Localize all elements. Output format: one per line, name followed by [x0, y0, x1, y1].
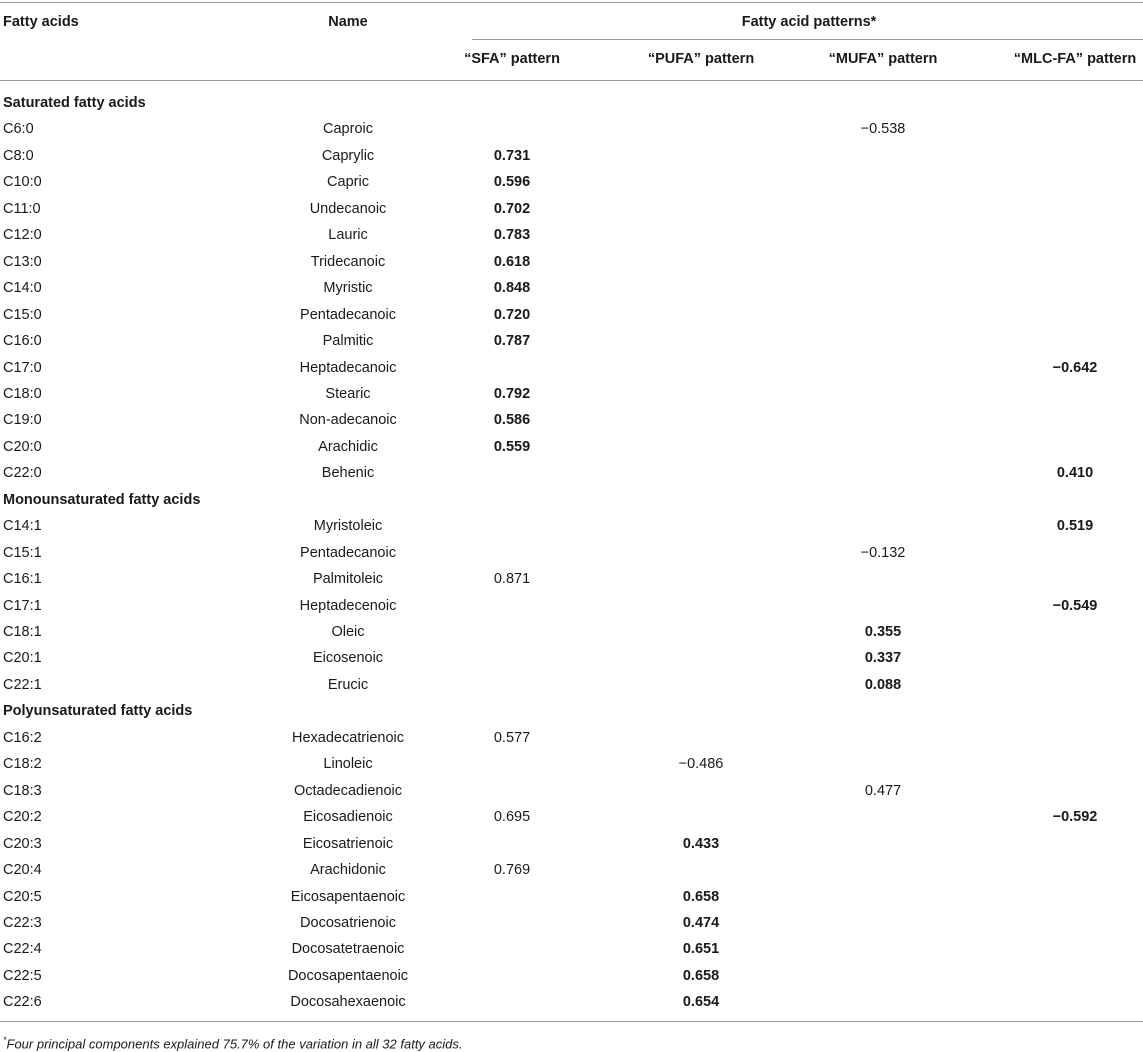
sfa-loading: 0.586: [493, 412, 531, 429]
mlc-fa-loading: 0.519: [1056, 518, 1094, 535]
patterns-subrule: [472, 39, 1143, 40]
mufa-loading: −0.132: [860, 544, 906, 561]
fatty-acid-code: C16:2: [3, 729, 42, 746]
header-sfa-pattern: “SFA” pattern: [464, 51, 560, 67]
sfa-loading: 0.792: [493, 385, 531, 402]
fatty-acid-name: Linoleic: [323, 756, 373, 773]
mufa-loading: 0.477: [864, 782, 902, 799]
pufa-loading: 0.651: [682, 941, 720, 958]
mufa-loading: 0.337: [864, 650, 902, 667]
fatty-acid-code: C13:0: [3, 253, 42, 270]
fatty-acid-code: C20:2: [3, 809, 42, 826]
sfa-loading: 0.871: [493, 571, 531, 588]
sfa-loading: 0.577: [493, 729, 531, 746]
fatty-acid-name: Caprylic: [321, 147, 375, 164]
fatty-acid-name: Docosatrienoic: [300, 914, 396, 931]
section-heading: Monounsaturated fatty acids: [3, 491, 201, 508]
header-mufa-pattern: “MUFA” pattern: [828, 51, 938, 67]
sfa-loading: 0.702: [493, 200, 531, 217]
fatty-acid-name: Undecanoic: [309, 200, 387, 217]
fatty-acid-name: Eicosatrienoic: [302, 835, 394, 852]
section-heading: Saturated fatty acids: [3, 95, 146, 111]
fatty-acid-code: C22:1: [3, 676, 42, 693]
fatty-acid-name: Octadecadienoic: [293, 782, 403, 799]
fatty-acid-code: C6:0: [3, 121, 34, 138]
footnote-text: Four principal components explained 75.7% of the variation in all 32 fatty acids.: [6, 1036, 463, 1052]
fatty-acid-name: Docosapentaenoic: [287, 967, 409, 984]
fatty-acid-code: C22:3: [3, 914, 42, 931]
fatty-acid-name: Arachidic: [318, 438, 378, 455]
fatty-acid-name: Docosatetraenoic: [291, 941, 405, 958]
sfa-loading: 0.787: [493, 333, 531, 350]
fatty-acid-code: C10:0: [3, 174, 42, 191]
fatty-acid-code: C22:5: [3, 967, 42, 984]
fatty-acid-name: Palmitic: [322, 333, 374, 350]
fatty-acid-name: Behenic: [321, 465, 375, 482]
sfa-loading: 0.731: [493, 147, 531, 164]
footnote: [3, 1032, 463, 1052]
fatty-acid-name: Caproic: [323, 121, 373, 138]
bottom-rule: [0, 1021, 1143, 1022]
pufa-loading: 0.658: [682, 967, 720, 984]
footnote-mark: *: [3, 1035, 7, 1045]
fatty-acid-code: C18:3: [3, 782, 42, 799]
pufa-loading: 0.474: [682, 914, 720, 931]
mufa-loading: 0.355: [864, 624, 902, 640]
header-fatty-acid-patterns: Fatty acid patterns*: [741, 14, 877, 30]
fatty-acid-name: Hexadecatrienoic: [291, 729, 405, 746]
fatty-acid-name: Myristic: [323, 280, 373, 297]
fatty-acid-code: C15:0: [3, 306, 42, 323]
fatty-acid-code: C22:6: [3, 994, 42, 1011]
fatty-acid-code: C16:0: [3, 333, 42, 350]
fatty-acid-code: C11:0: [3, 200, 41, 217]
fatty-acid-name: Pentadecanoic: [300, 544, 396, 561]
fatty-acid-code: C20:4: [3, 862, 42, 879]
fatty-acid-name: Stearic: [325, 385, 371, 402]
fatty-acid-code: C18:1: [3, 624, 42, 640]
fatty-acid-code: C15:1: [3, 544, 42, 561]
sfa-loading: 0.848: [493, 280, 531, 297]
fatty-acid-name: Eicosapentaenoic: [290, 888, 406, 905]
fatty-acid-name: Lauric: [328, 227, 368, 244]
fatty-acid-code: C20:5: [3, 888, 42, 905]
fatty-acid-name: Tridecanoic: [310, 253, 386, 270]
sfa-loading: 0.769: [493, 862, 531, 879]
mufa-loading: 0.088: [864, 676, 902, 693]
fatty-acid-name: Pentadecanoic: [300, 306, 396, 323]
fatty-acid-name: Arachidonic: [310, 862, 386, 879]
fatty-acid-name: Heptadecenoic: [299, 597, 397, 614]
header-rule: [0, 80, 1143, 81]
fatty-acid-code: C22:0: [3, 465, 42, 482]
sfa-loading: 0.783: [493, 227, 531, 244]
sfa-loading: 0.695: [493, 809, 531, 826]
mlc-fa-loading: −0.549: [1052, 597, 1098, 614]
fatty-acid-code: C20:3: [3, 835, 42, 852]
pufa-loading: 0.658: [682, 888, 720, 905]
fatty-acid-name: Heptadecanoic: [299, 359, 397, 376]
fatty-acid-name: Capric: [327, 174, 369, 191]
fatty-acid-code: C12:0: [3, 227, 42, 244]
pufa-loading: 0.654: [682, 994, 720, 1011]
mlc-fa-loading: 0.410: [1056, 465, 1094, 482]
fatty-acid-code: C8:0: [3, 147, 34, 164]
header-fatty-acids: Fatty acids: [3, 14, 79, 30]
fatty-acid-code: C14:1: [3, 518, 42, 535]
pufa-loading: 0.433: [682, 835, 720, 852]
top-rule: [0, 2, 1143, 3]
fatty-acid-name: Oleic: [331, 624, 365, 640]
sfa-loading: 0.559: [493, 438, 531, 455]
fatty-acid-name: Eicosenoic: [312, 650, 384, 667]
section-heading: Polyunsaturated fatty acids: [3, 703, 193, 720]
fatty-acid-code: C19:0: [3, 412, 42, 429]
fatty-acid-name: Myristoleic: [313, 518, 383, 535]
fatty-acid-name: Non-adecanoic: [299, 412, 397, 429]
fatty-acid-code: C14:0: [3, 280, 42, 297]
sfa-loading: 0.720: [493, 306, 531, 323]
header-name: Name: [328, 14, 368, 30]
mufa-loading: −0.538: [860, 121, 906, 138]
header-pufa-pattern: “PUFA” pattern: [647, 51, 755, 67]
fatty-acid-code: C20:0: [3, 438, 42, 455]
sfa-loading: 0.618: [493, 253, 531, 270]
fatty-acid-code: C18:2: [3, 756, 42, 773]
fatty-acid-name: Palmitoleic: [312, 571, 384, 588]
fatty-acid-code: C22:4: [3, 941, 42, 958]
fatty-acid-code: C17:1: [3, 597, 42, 614]
fatty-acid-code: C17:0: [3, 359, 42, 376]
mlc-fa-loading: −0.592: [1052, 809, 1098, 826]
fatty-acid-name: Eicosadienoic: [303, 809, 393, 826]
fatty-acid-name: Erucic: [327, 676, 369, 693]
header-mlc-fa-pattern: “MLC-FA” pattern: [1013, 51, 1137, 67]
fatty-acid-code: C18:0: [3, 385, 42, 402]
fatty-acid-code: C20:1: [3, 650, 42, 667]
mlc-fa-loading: −0.642: [1052, 359, 1098, 376]
pufa-loading: −0.486: [678, 756, 724, 773]
fatty-acid-name: Docosahexaenoic: [290, 994, 406, 1011]
fatty-acid-code: C16:1: [3, 571, 42, 588]
sfa-loading: 0.596: [493, 174, 531, 191]
